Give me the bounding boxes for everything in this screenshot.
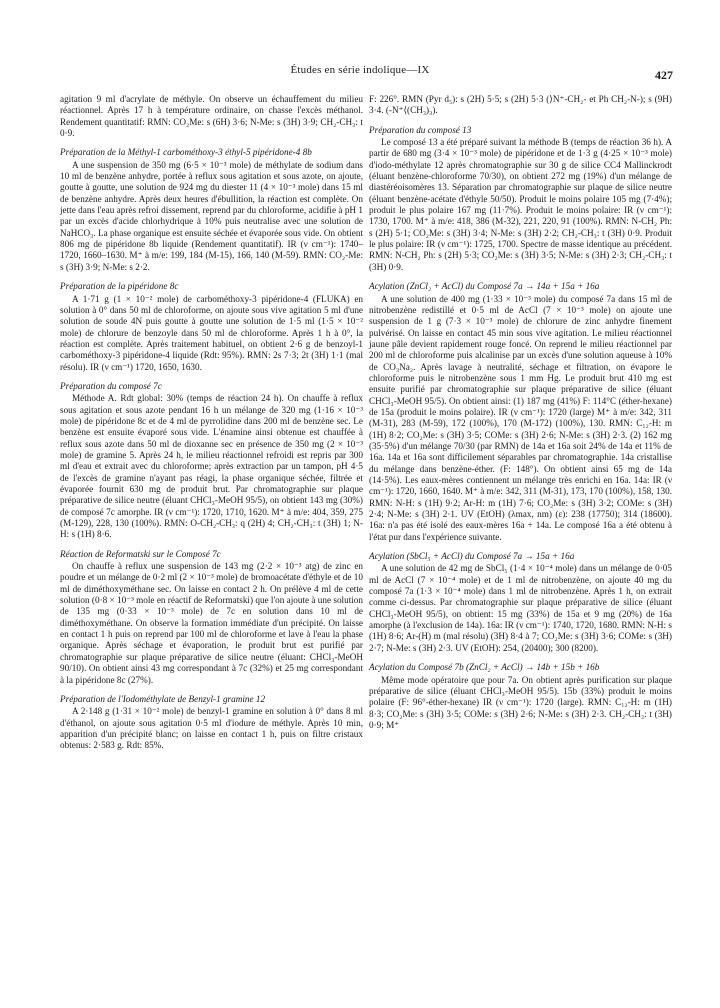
left-column	[60, 94, 363, 752]
section-heading: Acylation (SbCl₅ + AcCl) du Composé 7a → 15a + 16a	[369, 551, 575, 562]
section-heading: Préparation de l'Iodométhylate de Benzyl-1 gramine 12	[60, 693, 266, 704]
paragraph: On chauffe à reflux une suspension de 143 mg (2·2 × 10⁻³ atg) de zinc en poudre et un mélange de 0·2 ml (2 × 10⁻³ mole) de bromoacétate d'éthyle et de 10 ml de diméthoxyméthane sec. On laisse en contact 2 h. On prélève 4 ml de cette solution (0·8 × 10⁻³ mole en réactif de Reformatski) que l'on ajoute à une solution de 135 mg (0·33 × 10⁻³ mole) de 7c en solution dans 10 ml de diméthoxyméthane. On observe la formation immédiate d'un précipité. On laisse en contact 1 h puis on reprend par 100 ml de chloroforme et lave à l'eau la phase organique. Après séchage et évaporation, le produit brut est purifié par chromatographie sur plaque préparative de silice neutre (éluant: CHCl₃-MeOH 90/10). On obtient ainsi 43 mg correspondant à 7c (32%) et 25 mg correspondant à la pipéridone 8c (27%).	[60, 561, 363, 685]
section-heading: Acylation du Composé 7b (ZnCl₂ + AcCl) → 14b + 15b + 16b	[369, 662, 600, 673]
page-number: 427	[655, 68, 673, 82]
right-column	[369, 94, 672, 731]
section-heading: Préparation de la pipéridone 8c	[60, 281, 179, 292]
paragraph: A une solution de 400 mg (1·33 × 10⁻³ mole) du composé 7a dans 15 ml de nitrobenzène redistillé et 0·5 ml de AcCl (7 × 10⁻³ mole) on ajoute une suspension de 1 g (7·3 × 10⁻³ mole) de chlorure de zinc anhydre finement pulvérisé. On laisse en contact 45 min sous vive agitation. Le milieu réactionnel jaune pâle devient rapidement rouge foncé. On reprend le milieu réactionnel par 200 ml de chloroforme puis alcalinise par un excès d'une solution aqueuse à 10% de CO₃Na₂. Après lavage à neutralité, séchage et filtration, on évapore le chloroforme puis le nitrobenzène sous 1 mm Hg. Le produit brut 410 mg est ensuite purifié par chromatographie sur plaque préparative de silice (éluant CHCl₃-MeOH 95/5). On obtient ainsi: (1) 187 mg (41%) F: 114°C (éther-hexane) de 15a (produit le moins polaire). IR (ν cm⁻¹): 1720 (large) M⁺ à m/e: 342, 311 (M-31), 283 (M-59), 172 (100%), 170 (M-172) (100%), 130. RMN: C₁₂-H: m (1H) 8·2; CO₂Me: s (3H) 3·5; COMe: s (3H) 2·6; N-Me: s (3H) 2·3. (2) 162 mg (35·5%) d'un mélange 70/30 (par RMN) de 14a et 16a soit 24% de 14a et 11% de 16a. 14a et 16a sont difficilement séparables par chromatographie. 14a cristallise du mélange dans benzène-éther. (F: 148°). On obtient ainsi 65 mg de 14a (14·5%). Les eaux-mères contiennent un mélange très enrichi en 16a. 14a: IR (ν cm⁻¹): 1720, 1660, 1640. M⁺ à m/e: 342, 311 (M-31), 173, 170 (100%), 158, 130. RMN: N-H: s (1H) 9·2; Ar-H: m (1H) 7·6; CO₂Me: s (3H) 3·2; COMe: s (3H) 2·4; N-Me: s (3H) 2·1. UV (EtOH) (λmax, nm) (ε): 238 (17750); 314 (18600). 16a: n'a pas été isolé des eaux-mères 16a + 14a. Le composé 16a a été obtenu à l'état pur dans l'expérience suivante.	[369, 293, 672, 542]
paragraph: A 1·71 g (1 × 10⁻² mole) de carbométhoxy-3 pipéridone-4 (FLUKA) en solution à 0° dans 50 ml de chloroforme, on ajoute sous vive agitation 5 ml d'une solution de soude 4N puis goutte à goutte une solution de 1·5 ml (1·5 × 10⁻² mole) de chlorure de benzoyle dans 50 ml de chloroforme. Après 1 h à 0°, la réaction est complète. Après traitement habituel, on obtient 2·6 g de benzoyl-1 carbométhoxy-3 pipéridone-4 liquide (Rdt: 95%). RMN: 2s 7·3; 2t (3H) 1·1 (mal résolu). IR (ν cm⁻¹) 1720, 1650, 1630.	[60, 293, 363, 372]
paragraph: A une solution de 42 mg de SbCl₅ (1·4 × 10⁻⁴ mole) dans un mélange de 0·05 ml de AcCl (7 × 10⁻⁴ mole) et de 1 ml de nitrobenzène, on ajoute 40 mg du composé 7a (1·3 × 10⁻⁴ mole) dans 1 ml de nitrobenzène. Après 1 h, on extrait comme ci-dessus. Par chromatographie sur plaque préparative de silice (éluant CHCl₃-MeOH 95/5), on obtient: 15 mg (33%) de 15a et 9 mg (20%) de 16a amorphe (à l'exclusion de 14a). 16a: IR (ν cm⁻¹): 1740, 1720, 1680. RMN: N-H: s (1H) 8·6; Ar-(H) m (mal résolu) (3H) 8·4 à 7; CO₂Me: s (3H) 3·6; COMe: s (3H) 2·7; N-Me: s (3H) 2·3. UV (EtOH): 254, (20400); 300 (8200).	[369, 563, 672, 653]
section-heading: Acylation (ZnCl₂ + AcCl) du Composé 7a → 14a + 15a + 16a	[369, 281, 600, 292]
paragraph: Méthode A. Rdt global: 30% (temps de réaction 24 h). On chauffe à reflux sous agitation et sous azote pendant 16 h un mélange de 320 mg (1·16 × 10⁻³ mole) de pipéridone 8c et de 4 ml de pyrrolidine dans 200 ml de benzène sec. Le benzène est ensuite évaporé sous vide. L'énamine ainsi obtenue est chauffée à reflux sous azote dans 50 ml de dioxanne sec en présence de 350 mg (2 × 10⁻³ mole) de gramine 5. Après 24 h, le milieu réactionnel refroidi est repris par 300 ml d'eau et extrait avec du chloroforme; après extraction par un tampon, pH 4·5 de l'excès de gramine n'ayant pas réagi, la phase organique séchée, filtrée et évaporée fournit 630 mg de produit brut. Par chromatographie sur plaque préparative de silice neutre (éluant CHCl₃-MeOH 95/5), on obtient 143 mg (30%) de composé 7c amorphe. IR (ν cm⁻¹): 1720, 1710, 1620. M⁺ à m/e: 404, 359, 275 (M-129), 228, 130 (100%). RMN: O-CH₂-CH₃: q (2H) 4; CH₂-CH₃: t (3H) 1; N-H: s (1H) 8·6.	[60, 393, 363, 540]
paragraph: F: 226°. RMN (Pyr d₅): s (2H) 5·5; s (2H) 5·3 (⟩N⁺-CH₂- et Ph CH₂-N-); s (9H) 3·4. (-N⁺⟨(CH₃)₃).	[369, 94, 672, 116]
section-heading: Préparation du composé 7c	[60, 380, 162, 391]
section-heading: Préparation du composé 13	[369, 124, 472, 135]
paragraph: A 2·148 g (1·31 × 10⁻² mole) de benzyl-1 gramine en solution à 0° dans 8 ml d'éthanol, on ajoute sous agitation 0·5 ml d'iodure de méthyle. Après 10 min, apparition d'un précipité blanc; on laisse en contact 1 h, puis on filtre cristaux obtenus: 2·583 g. Rdt: 85%.	[60, 706, 363, 751]
paragraph: Le composé 13 a été préparé suivant la méthode B (temps de réaction 36 h). A partir de 680 mg (3·4 × 10⁻³ mole) de pipéridone et de 1·3 g (4·25 × 10⁻³ mole) d'iodo-méthylate 12 après chromatographie sur 30 g de silice CC4 Mallinckrodt (éluant benzène-chloroforme 70/30), on obtient 272 mg (19%) d'un mélange de diastéréoisomères 13. Séparation par chromatographie sur plaque de silice neutre (éluant benzène-acétate d'éthyle 50/50). Produit le moins polaire 105 mg (7·4%); produit le plus polaire 167 mg (11·7%). Produit le moins polaire: IR (ν cm⁻¹): 1730, 1700. M⁺ à m/e: 418, 386 (M-32), 221, 220, 91 (100%). RMN: N-CH₂ Ph: s (2H) 5·1; CO₂Me: s (3H) 3·4; N-Me: s (3H) 2·2; CH₂-CH₃: t (3H) 0·9. Produit le plus polaire: IR (ν cm⁻¹): 1725, 1700. Spectre de masse identique au précédent. RMN: N-CH₂ Ph: s (2H) 5·3; CO₂Me: s (3H) 3·5; N-Me: s (3H) 2·3; CH₂-CH₃: t (3H) 0·9.	[369, 137, 672, 272]
paragraph: Même mode opératoire que pour 7a. On obtient après purification sur plaque préparative de silice (éluant CHCl₃-MeOH 95/5). 15b (33%) produit le moins polaire (F: 96°-éther-hexane) IR (ν cm⁻¹): 1720 (large). RMN: C₁₂-H: m (1H) 8·3; CO₂Me: s (3H) 3·5; COMe: s (3H) 2·6; N-Me: s (3H) 2·3. CH₂-CH₃: t (3H) 0·9; M⁺	[369, 674, 672, 730]
running-title: Études en série indolique—IX	[290, 64, 430, 76]
paragraph: agitation 9 ml d'acrylate de méthyle. On observe un échauffement du milieu réactionnel. Après 17 h à température ordinaire, on chasse l'excès méthanol. Rendement quantitatif: RMN: CO₂Me: s (6H) 3·6; N-Me: s (3H) 3·9; CH₂-CH₃: t 0·9.	[60, 94, 363, 139]
section-heading: Préparation de la Méthyl-1 carbométhoxy-3 éthyl-5 pipéridone-4 8b	[60, 147, 312, 158]
paragraph: A une suspension de 350 mg (6·5 × 10⁻³ mole) de méthylate de sodium dans 10 ml de benzène anhydre, portée à reflux sous agitation et sous azote, on ajoute, goutte à goutte, une solution de 924 mg du diester 11 (4 × 10⁻³ mole) dans 15 ml de benzène anhydre. Après deux heures d'ébullition, la réaction est complète. On jette dans l'eau après refroi dissement, reprend par du chloroforme, acidifie à pH 1 par un excès d'acide chlorhydrique à 10% puis neutralise avec une solution de NaHCO₃. La phase organique est ensuite séchée et évaporée sous vide. On obtient 806 mg de pipéridone 8b liquide (Rendement quantitatif). IR (ν cm⁻¹): 1740–1720, 1660–1630. M⁺ à m/e: 199, 184 (M-15), 166, 140 (M-59). RMN: CO₂-Me: s (3H) 3·9; N-Me: s 2·2.	[60, 159, 363, 272]
section-heading: Réaction de Reformatski sur le Composé 7c	[60, 548, 221, 559]
